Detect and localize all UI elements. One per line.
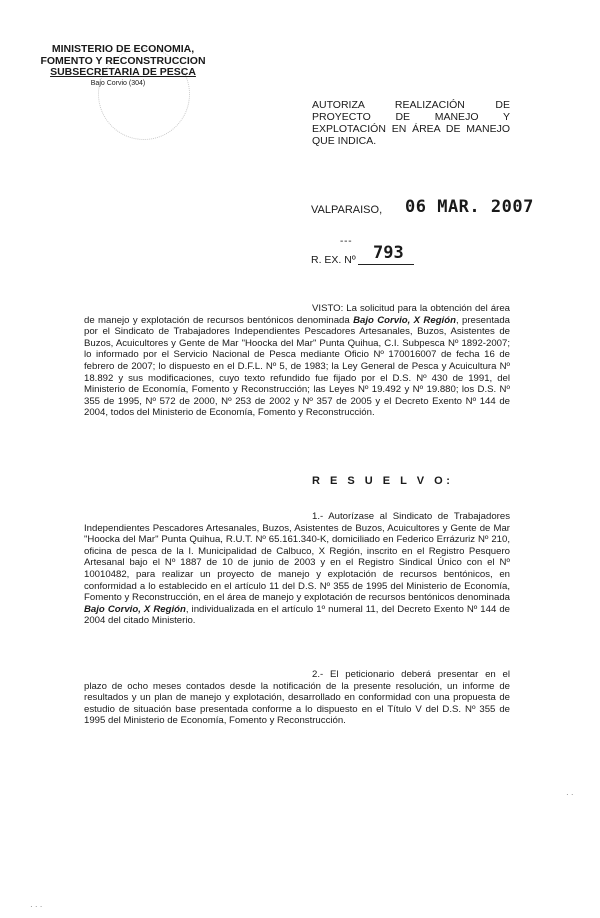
subject-line: PROYECTO DE MANEJO Y xyxy=(312,111,510,123)
date-label: VALPARAISO, xyxy=(311,204,383,216)
area-name: Bajo Corvio, X Región xyxy=(84,603,186,615)
resolution-number-underline xyxy=(358,264,414,265)
article-number: 2.- xyxy=(312,669,324,680)
ministry-name: MINISTERIO DE ECONOMIA, xyxy=(51,43,195,55)
subject-line: AUTORIZA REALIZACIÓN DE xyxy=(312,99,510,111)
article-number: 1.- xyxy=(312,511,324,522)
visto-text: , presentada por el Sindicato de Trabajadores Independientes Pescadores Artesanales, Buzos, Asistentes de Buzos, Acuicultores y Gente de Mar "Hoocka del Mar" Punta Quihua, C.I. Subpesca Nº 1892-2007; lo informado por el Servicio Nacional de Pesca mediante Oficio Nº 170016007 de fecha 16 de febrero de 2007; lo dispuesto en el D.F.L. Nº 5, de 1983; la Ley General de Pesca y Acuicultura Nº 18.892 y sus modificaciones, cuyo texto refundido fue fijado por el D.S. Nº 430 de 1991, del Ministerio de Economía, Fomento y Reconstrucción; las Leyes Nº 19.492 y Nº 19.880; los D.S. Nº 355 de 1995, Nº 572 de 2000, Nº 253 de 2002 y Nº 357 de 2005 y el Decreto Exento Nº 144 de 2004, todos del Ministerio de Economía, Fomento y Reconstrucción. xyxy=(84,314,510,419)
scan-artifact: · · · xyxy=(30,902,43,911)
article-text: , individualizada en el artículo 1º numeral 11, del Decreto Exento Nº 144 de 2004 del citado Ministerio. xyxy=(84,603,510,627)
area-name: Bajo Corvio, X Región xyxy=(353,314,456,326)
subsecretaria-name: SUBSECRETARIA DE PESCA xyxy=(50,66,196,78)
resolution-subject xyxy=(312,99,510,147)
resolution-number: 793 xyxy=(373,243,404,263)
article-2 xyxy=(84,669,510,727)
article-1 xyxy=(84,511,510,627)
resuelvo-heading: R E S U E L V O: xyxy=(312,475,454,487)
visto-paragraph xyxy=(84,303,510,419)
scan-artifact: · · xyxy=(566,790,574,799)
article-text: El peticionario deberá presentar en el plazo de ocho meses contados desde la notificación de la presente resolución, un informe de resultados y un plan de manejo y explotación, desarrollado en conformidad con una propuesta de estudio de situación base presentada conforme a lo dispuesto en el Título V del D.S. Nº 355 de 1995 del Ministerio de Economía, Fomento y Reconstrucción. xyxy=(84,669,510,727)
ministry-header xyxy=(28,44,218,88)
article-text: Autorízase al Sindicato de Trabajadores Independientes Pescadores Artesanales, Buzos, Asistentes de Buzos, Acuicultores y Gente de Mar "Hoocka del Mar" Punta Quihua, R.U.T. Nº 65.161.340-K, domiciliado en Federico Errázuriz Nº 210, oficina de pesca de la I. Municipalidad de Calbuco, X Región, inscrito en el Registro Pesquero Artesanal bajo el Nº 1887 de 10 de junio de 2003 y en el Registro Sindical Único con el Nº 10010482, para realizar un proyecto de manejo y explotación de recursos bentónicos, en conformidad a lo establecido en el artículo 11 del D.S. Nº 355 de 1995 del Ministerio de Economía, Fomento y Reconstrucción, en el área de manejo y explotación de recursos bentónicos denominada xyxy=(84,511,510,604)
date-stamp: 06 MAR. 2007 xyxy=(405,197,534,217)
resolution-label: R. EX. Nº xyxy=(311,254,356,266)
file-reference: Bajo Corvio (304) xyxy=(90,79,146,87)
subject-line: EXPLOTACIÓN EN ÁREA DE MANEJO xyxy=(312,123,510,135)
visto-lead: VISTO: xyxy=(312,303,344,314)
visto-text: La solicitud para la obtención del área de manejo y explotación de recursos bentónicos denominada xyxy=(84,303,510,326)
ministry-name-continued: FOMENTO Y RECONSTRUCCION xyxy=(40,54,206,67)
subject-line: QUE INDICA. xyxy=(312,135,377,147)
resolution-number-dashes: - - - xyxy=(340,236,351,247)
